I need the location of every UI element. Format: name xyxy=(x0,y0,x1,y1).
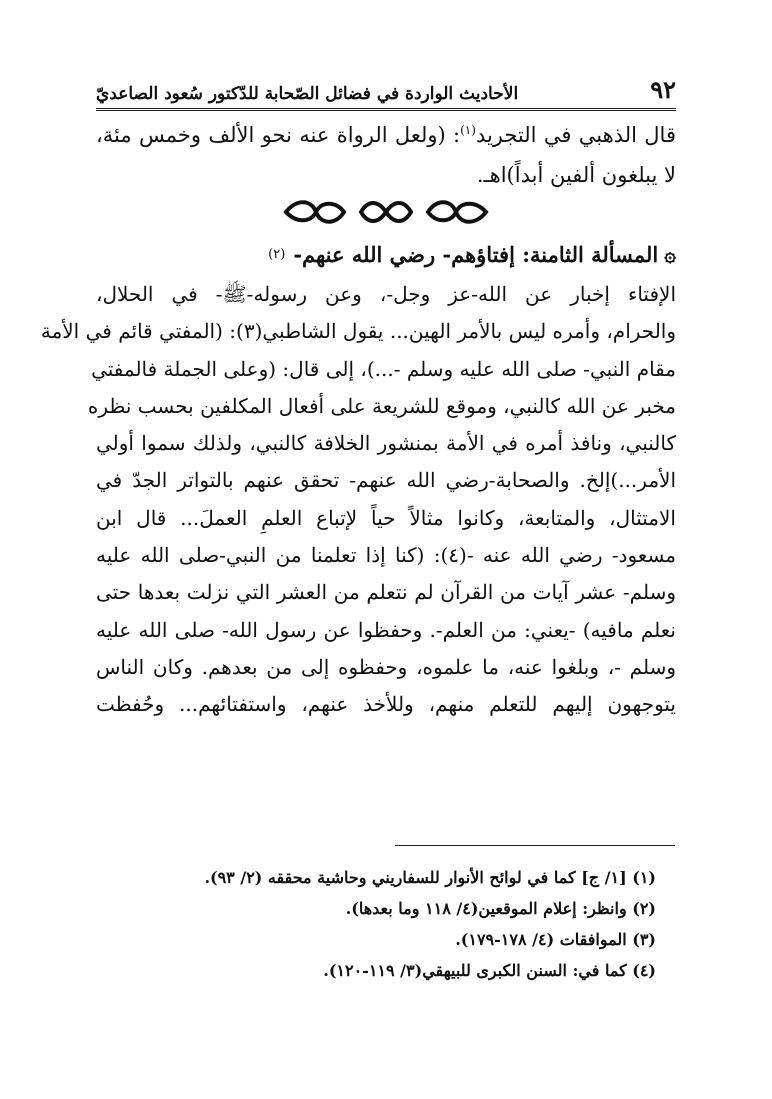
footnote-2: (٢) وانظر: إعلام الموقعين(٤/ ١١٨ وما بعدها). xyxy=(345,899,656,918)
intro-paragraph xyxy=(96,110,676,195)
text-line: الأمر...)إلخ. والصحابة-رضي الله عنهم- تحقق عنهم بالتواتر الجدّ في xyxy=(96,468,676,493)
footnote-1: (١) [١/ ج] كما في لوائح الأنوار للسفاريني وحاشية محققه (٢/ ٩٣). xyxy=(204,868,656,887)
text-line: يتوجهون إليهم للتعلم منهم، وللأخذ عنهم، واستفتائهم... وحُفظت xyxy=(96,692,676,717)
text-line: نعلم مافيه) -يعني: من العلم-. وحفظوا عن رسول الله- صلى الله عليه xyxy=(96,617,676,642)
footnote-separator xyxy=(395,845,675,846)
text-line: الامتثال، والمتابعة، وكانوا مثالاً حياً لإتباع العلمِ العملَ... قال ابن xyxy=(96,505,676,530)
section-heading xyxy=(96,234,676,274)
text-line: وسلم- عشر آيات من القرآن لم نتعلم من العشر التي نزلت بعدها حتى xyxy=(96,580,676,605)
main-paragraph xyxy=(40,276,676,724)
page-header xyxy=(96,70,676,111)
ornament-divider-icon xyxy=(276,197,496,227)
footnote-3: (٣) الموافقات (٤/ ١٧٨-١٧٩). xyxy=(455,930,656,949)
text-line: مخبر عن الله كالنبي، وموقع للشريعة على أفعال المكلفين بحسب نظره xyxy=(87,393,676,418)
text-line: كالنبي، ونافذ أمره في الأمة بمنشور الخلافة كالنبي، ولذلك سموا أولي xyxy=(96,431,676,456)
text-line: مسعود- رضي الله عنه -(٤): (كنا إذا تعلمنا من النبي-صلى الله عليه xyxy=(96,543,676,568)
section-marker-icon: ۞ xyxy=(664,242,676,266)
footnote-4: (٤) كما في: السنن الكبرى للبيهقي(٣/ ١١٩-١٢٠). xyxy=(323,961,656,980)
footnote-ref-1: (١) xyxy=(460,123,476,137)
intro-line-2: لا يبلغون ألفين أبداً)اهـ. xyxy=(476,163,676,187)
heading-text: المسألة الثامنة: إفتاؤهم- رضي الله عنهم- xyxy=(293,241,659,267)
page-number: ٩٢ xyxy=(650,75,676,104)
footnotes xyxy=(96,862,656,986)
text-line: وسلم -، وبلغوا عنه، ما علموه، وحفظوه إلى من بعدهم. وكان الناس xyxy=(96,654,676,679)
running-title: الأحاديث الواردة في فضائل الصّحابة للدّكتور سُعود الصاعديّ xyxy=(96,84,519,104)
text-line: والحرام، وأمره ليس بالأمر الهين... يقول الشاطبي(٣): (المفتي قائم في الأمة xyxy=(40,319,676,344)
text-line: الإفتاء إخبار عن الله-عز وجل-، وعن رسوله-ﷺ- في الحلال، xyxy=(96,282,676,306)
heading-footnote-ref: (٢) xyxy=(268,246,286,262)
section-ornament xyxy=(96,192,676,232)
intro-line-1: قال الذهبي في التجريد$^{(١)}$: (ولعل الرواة عنه نحو الألف وخمس مئة، xyxy=(96,123,676,147)
text-line: مقام النبي- صلى الله عليه وسلم -...)، إلى قال: (وعلى الجملة فالمفتي xyxy=(91,356,676,381)
